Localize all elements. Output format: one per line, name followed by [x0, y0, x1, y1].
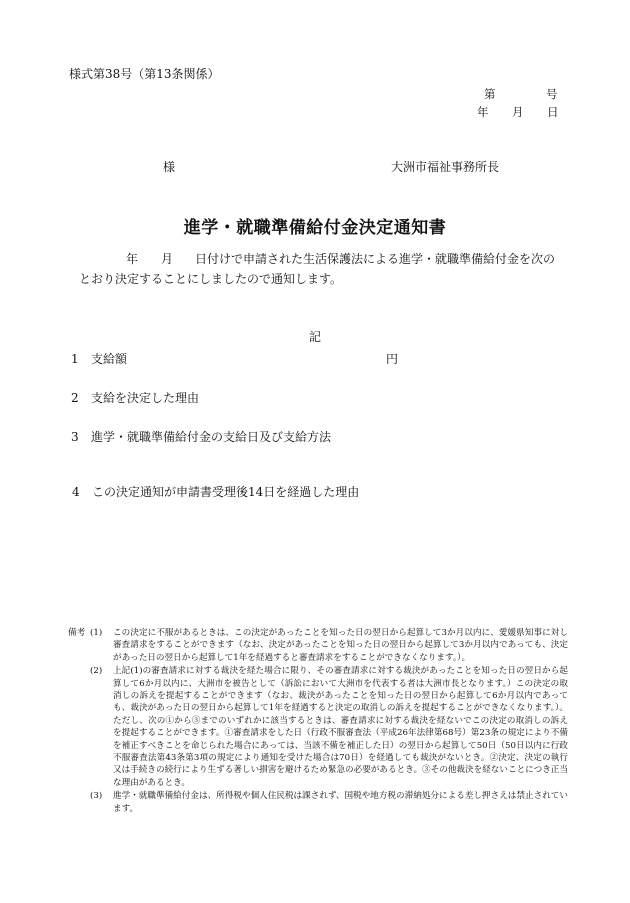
item-number: 4 [72, 485, 80, 499]
remark-text: 進学・就職準備給付金は、所得税や個人住民税は課されず、国税や地方税の滞納処分による差し押さえは禁止されています。 [113, 791, 568, 814]
item-label: 進学・就職準備給付金の支給日及び支給方法 [91, 430, 332, 444]
item-label: この決定通知が申請書受理後14日を経過した理由 [92, 485, 360, 499]
document-title: 進学・就職準備給付金決定通知書 [183, 218, 447, 238]
remarks-section [68, 627, 568, 815]
item-delay-reason [72, 483, 359, 500]
body-line-1 [126, 250, 555, 267]
doc-number-prefix: 第 [484, 87, 496, 101]
remark-number: (3) [90, 791, 103, 802]
item-payment-amount [71, 350, 127, 367]
remark-item [68, 665, 568, 789]
body-line-2: とおり決定することにしましたので通知します。 [79, 272, 343, 286]
date-month: 月 [512, 105, 524, 119]
remark-text: 上記(1)の審査請求に対する裁決を経た場合に限り、その審査請求に対する裁決があったことを知った日の翌日から起算して6か月以内に、大洲市を被告として（訴訟において大洲市を代表する者は大洲市長となります。）この決定の取消しの訴えを提起することができます（なお、裁決があったことを知った日の翌日から起算して6か月以内であっても、裁決があった日の翌日から起算して1年を経過すると決定の取消しの訴えを提起することができなくなります。）。ただし、次の①から③までのいずれかに該当するときは、審査請求に対する裁決を経ないでこの決定の取消しの訴えを提起することができます。①審査請求をした日（行政不服審査法（平成26年法律第68号）第23条の規定により不備を補正すべきことを命じられた場合にあっては、当該不備を補正した日）の翌日から起算して50日（50日以内に行政不服審査法第43条第3項の規定により通知を受けた場合は70日）を経過しても裁決がないとき。②決定、決定の執行又は手続きの続行により生ずる著しい損害を避けるため緊急の必要があるとき。③その他裁決を経ないことにつき正当な理由があるとき。 [113, 666, 568, 788]
item-number: 3 [71, 430, 79, 444]
ki-heading: 記 [309, 330, 322, 344]
body-line-1-text: 日付けで申請された生活保護法による進学・就職準備給付金を次の [195, 252, 556, 266]
issue-date [477, 104, 559, 120]
remarks-label: 備考 [68, 628, 86, 638]
item-decision-reason [71, 389, 199, 406]
date-year: 年 [477, 105, 489, 119]
body-month: 月 [161, 252, 174, 266]
remark-item [68, 790, 568, 815]
item-label: 支給を決定した理由 [91, 391, 200, 405]
amount-unit: 円 [386, 352, 399, 366]
document-number [484, 86, 558, 102]
sender-name: 大洲市福祉事務所長 [391, 160, 500, 174]
remark-text: この決定に不服があるときは、この決定があったことを知った日の翌日から起算して3か月以内に、愛媛県知事に対し審査請求をすることができます（なお、決定があったことを知った日の翌日から起算して3か月以内であっても、決定があった日の翌日から起算して1年を経過すると審査請求をすることができなくなります。）。 [113, 628, 568, 663]
item-number: 1 [71, 352, 79, 366]
form-number: 様式第38号（第13条関係） [69, 67, 220, 81]
item-label: 支給額 [91, 352, 128, 366]
date-day: 日 [547, 105, 559, 119]
remark-number: (1) [90, 628, 103, 638]
item-payment-method [71, 428, 331, 445]
recipient-honorific: 様 [163, 160, 176, 174]
remark-item [68, 627, 568, 664]
doc-number-suffix: 号 [546, 87, 558, 101]
item-number: 2 [71, 391, 79, 405]
remark-number: (2) [90, 666, 103, 677]
body-year: 年 [126, 252, 139, 266]
